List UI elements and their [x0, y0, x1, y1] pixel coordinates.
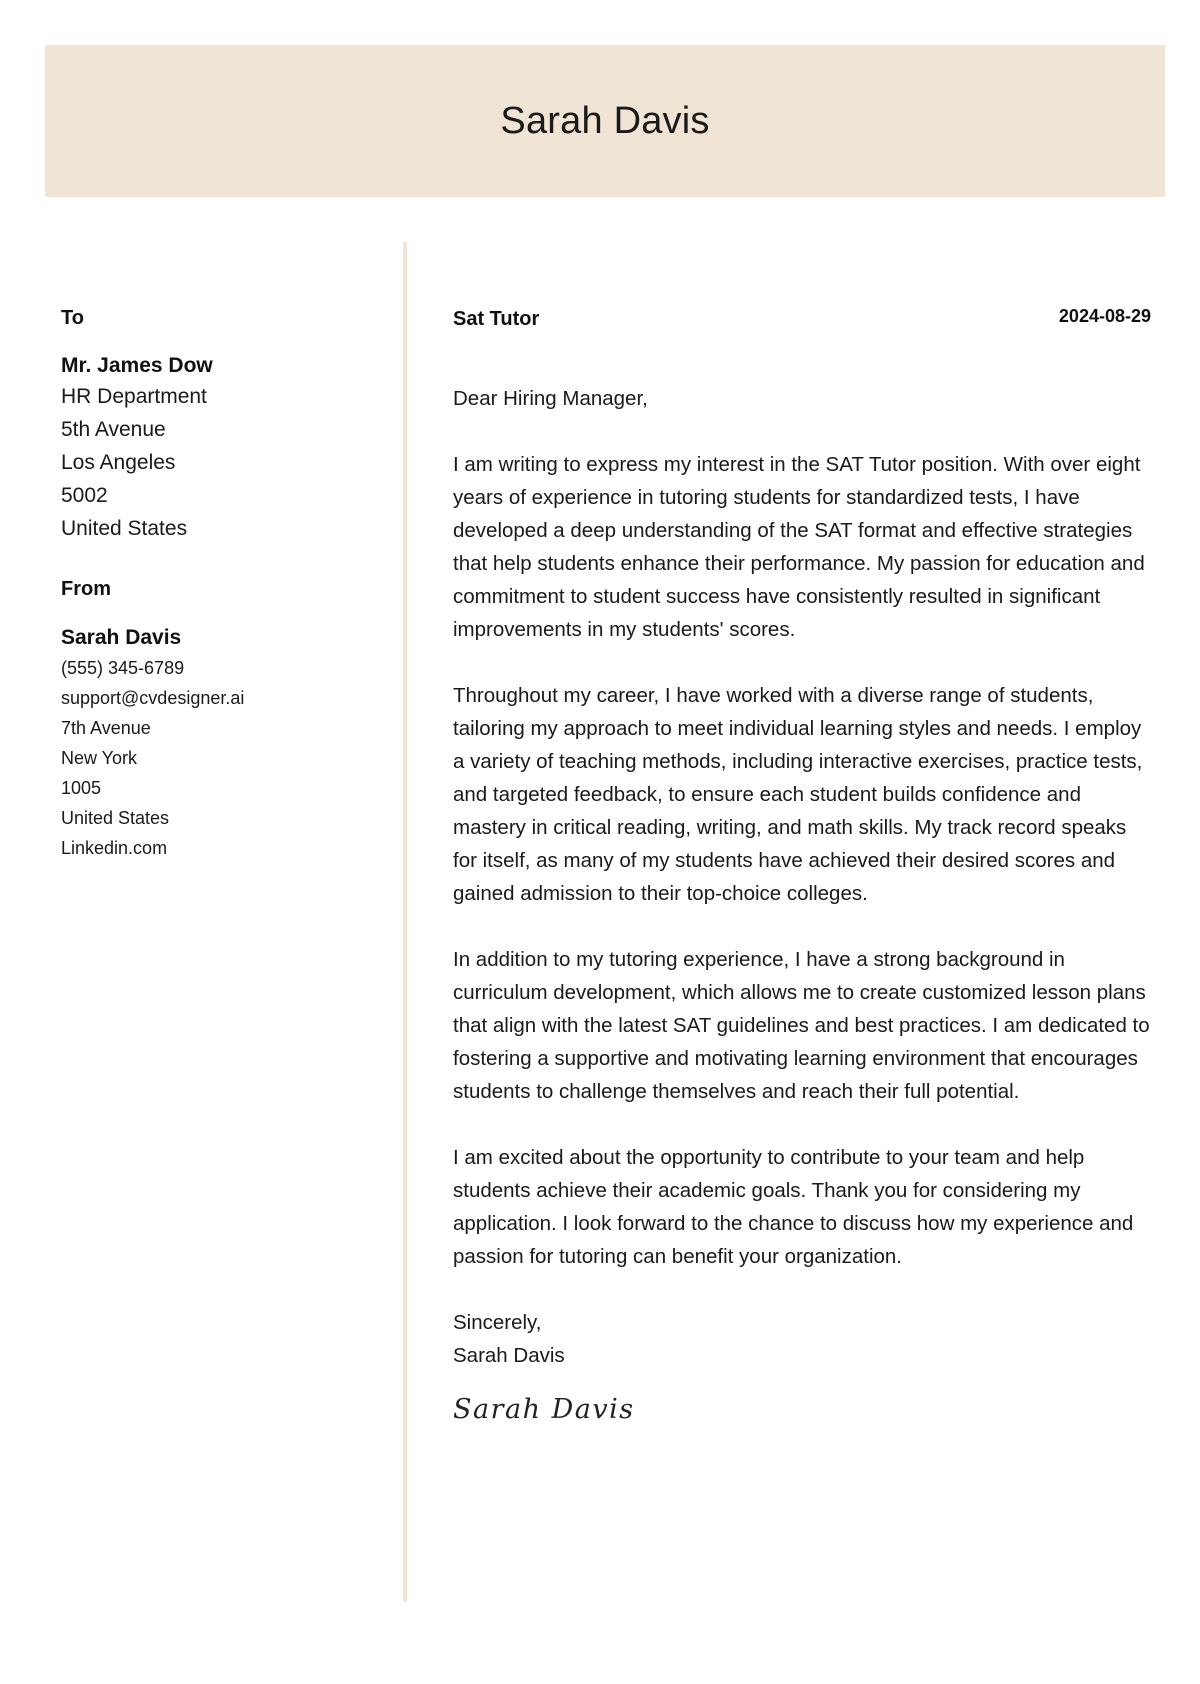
- from-label: From: [61, 578, 111, 600]
- to-label: To: [61, 307, 84, 329]
- sender-linkedin: Linkedin.com: [61, 838, 168, 858]
- sender-country: United States: [61, 808, 170, 828]
- page-title: Sarah Davis: [500, 99, 710, 142]
- body-paragraph: Throughout my career, I have worked with a diverse range of students, tailoring my approach to meet individual learning styles and needs. I employ a variety of teaching methods, including interactive exercises, practice tests, and targeted feedback, to ensure each student builds confidence and mastery in critical reading, writing, and math skills. My track record speaks for itself, as many of my students have achieved their desired scores and gained admission to their top-choice colleges.: [453, 684, 1143, 905]
- letter-heading-row: [453, 304, 1151, 334]
- sender-email: support@cvdesigner.ai: [61, 688, 245, 708]
- recipient-postal-code: 5002: [61, 484, 108, 507]
- body-paragraph: I am writing to express my interest in the SAT Tutor position. With over eight years of experience in tutoring students for standardized tests, I have developed a deep understanding of the SAT format and effective strategies that help students enhance their performance. My passion for education and commitment to student success have consistently resulted in significant improvements in my students' scores.: [453, 453, 1145, 641]
- recipient-country: United States: [61, 517, 188, 540]
- closing: Sincerely,: [453, 1311, 542, 1334]
- contact-column: [61, 304, 381, 863]
- letter-date: 2024-08-29: [1058, 306, 1151, 326]
- recipient-name: Mr. James Dow: [61, 354, 213, 377]
- salutation: Dear Hiring Manager,: [453, 387, 648, 410]
- recipient-department: HR Department: [61, 385, 207, 408]
- sender-city: New York: [61, 748, 138, 768]
- header-banner: [45, 45, 1165, 197]
- body-paragraph: I am excited about the opportunity to contribute to your team and help students achieve their academic goals. Thank you for considering my application. I look forward to the chance to discuss how my experience and passion for tutoring can benefit your organization.: [453, 1146, 1134, 1268]
- column-divider: [403, 242, 407, 1602]
- sender-phone: (555) 345-6789: [61, 658, 185, 678]
- job-title: Sat Tutor: [453, 308, 540, 330]
- letter-body: [453, 304, 1151, 1425]
- sender-postal-code: 1005: [61, 778, 102, 798]
- sender-name: Sarah Davis: [61, 626, 182, 649]
- recipient-city: Los Angeles: [61, 451, 176, 474]
- signature: Sarah Davis: [453, 1394, 635, 1425]
- sender-street: 7th Avenue: [61, 718, 151, 738]
- recipient-street: 5th Avenue: [61, 418, 166, 441]
- body-paragraph: In addition to my tutoring experience, I have a strong background in curriculum development, which allows me to create customized lesson plans that align with the latest SAT guidelines and best practices. I am dedicated to fostering a supportive and motivating learning environment that encourages students to challenge themselves and reach their full potential.: [453, 948, 1150, 1103]
- closing-name: Sarah Davis: [453, 1344, 565, 1367]
